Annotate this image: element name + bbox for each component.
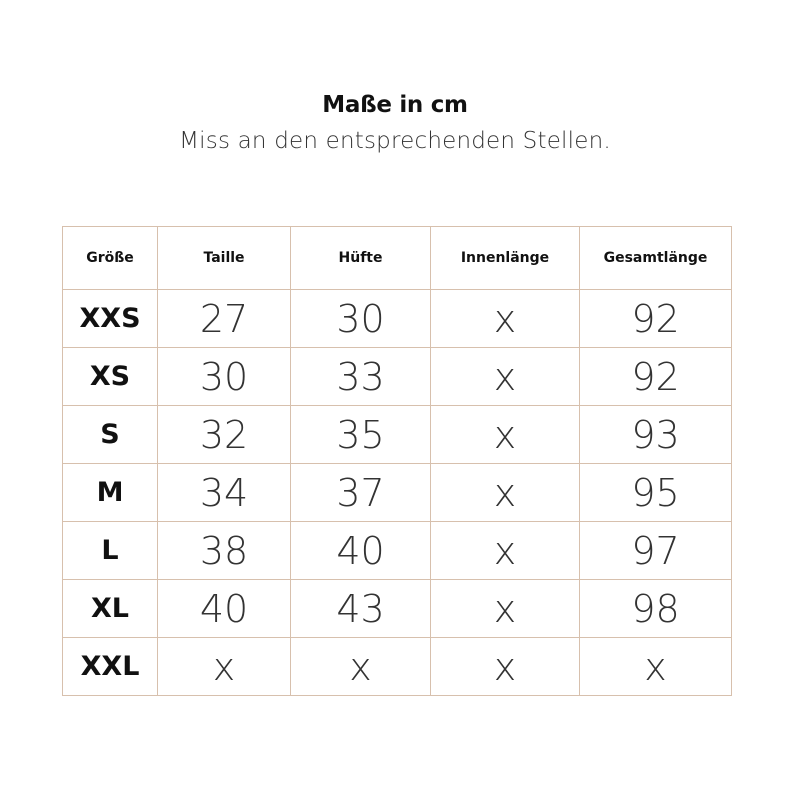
waist-cell: 30 [158, 348, 291, 406]
total-length-cell: 92 [580, 290, 732, 348]
size-chart-table [62, 226, 732, 696]
inseam-cell: x [431, 464, 580, 522]
size-cell: S [63, 406, 158, 464]
size-cell: XXS [63, 290, 158, 348]
table-row [63, 522, 732, 580]
total-length-cell: 98 [580, 580, 732, 638]
waist-cell: 40 [158, 580, 291, 638]
total-length-cell: 92 [580, 348, 732, 406]
column-header-inseam: Innenlänge [431, 227, 580, 290]
column-header-waist: Taille [158, 227, 291, 290]
column-header-hip: Hüfte [291, 227, 431, 290]
waist-cell: 38 [158, 522, 291, 580]
size-cell: XXL [63, 638, 158, 696]
hip-cell: 40 [291, 522, 431, 580]
inseam-cell: x [431, 406, 580, 464]
column-header-total-length: Gesamtlänge [580, 227, 732, 290]
waist-cell: 27 [158, 290, 291, 348]
waist-cell: 34 [158, 464, 291, 522]
hip-cell: x [291, 638, 431, 696]
hip-cell: 37 [291, 464, 431, 522]
inseam-cell: x [431, 580, 580, 638]
table-row [63, 290, 732, 348]
header-row [63, 227, 732, 290]
size-cell: XL [63, 580, 158, 638]
table-header [63, 227, 732, 290]
inseam-cell: x [431, 522, 580, 580]
inseam-cell: x [431, 290, 580, 348]
table-body [63, 290, 732, 696]
total-length-cell: 95 [580, 464, 732, 522]
waist-cell: 32 [158, 406, 291, 464]
column-header-size: Größe [63, 227, 158, 290]
total-length-cell: 93 [580, 406, 732, 464]
table-row [63, 464, 732, 522]
table-row [63, 406, 732, 464]
hip-cell: 33 [291, 348, 431, 406]
hip-cell: 30 [291, 290, 431, 348]
table-row [63, 580, 732, 638]
size-cell: XS [63, 348, 158, 406]
hip-cell: 43 [291, 580, 431, 638]
page-subtitle: Miss an den entsprechenden Stellen. [179, 128, 611, 154]
waist-cell: x [158, 638, 291, 696]
total-length-cell: x [580, 638, 732, 696]
size-cell: L [63, 522, 158, 580]
hip-cell: 35 [291, 406, 431, 464]
inseam-cell: x [431, 348, 580, 406]
inseam-cell: x [431, 638, 580, 696]
page-title: Maße in cm [322, 92, 468, 118]
total-length-cell: 97 [580, 522, 732, 580]
table-row [63, 638, 732, 696]
size-cell: M [63, 464, 158, 522]
table-row [63, 348, 732, 406]
